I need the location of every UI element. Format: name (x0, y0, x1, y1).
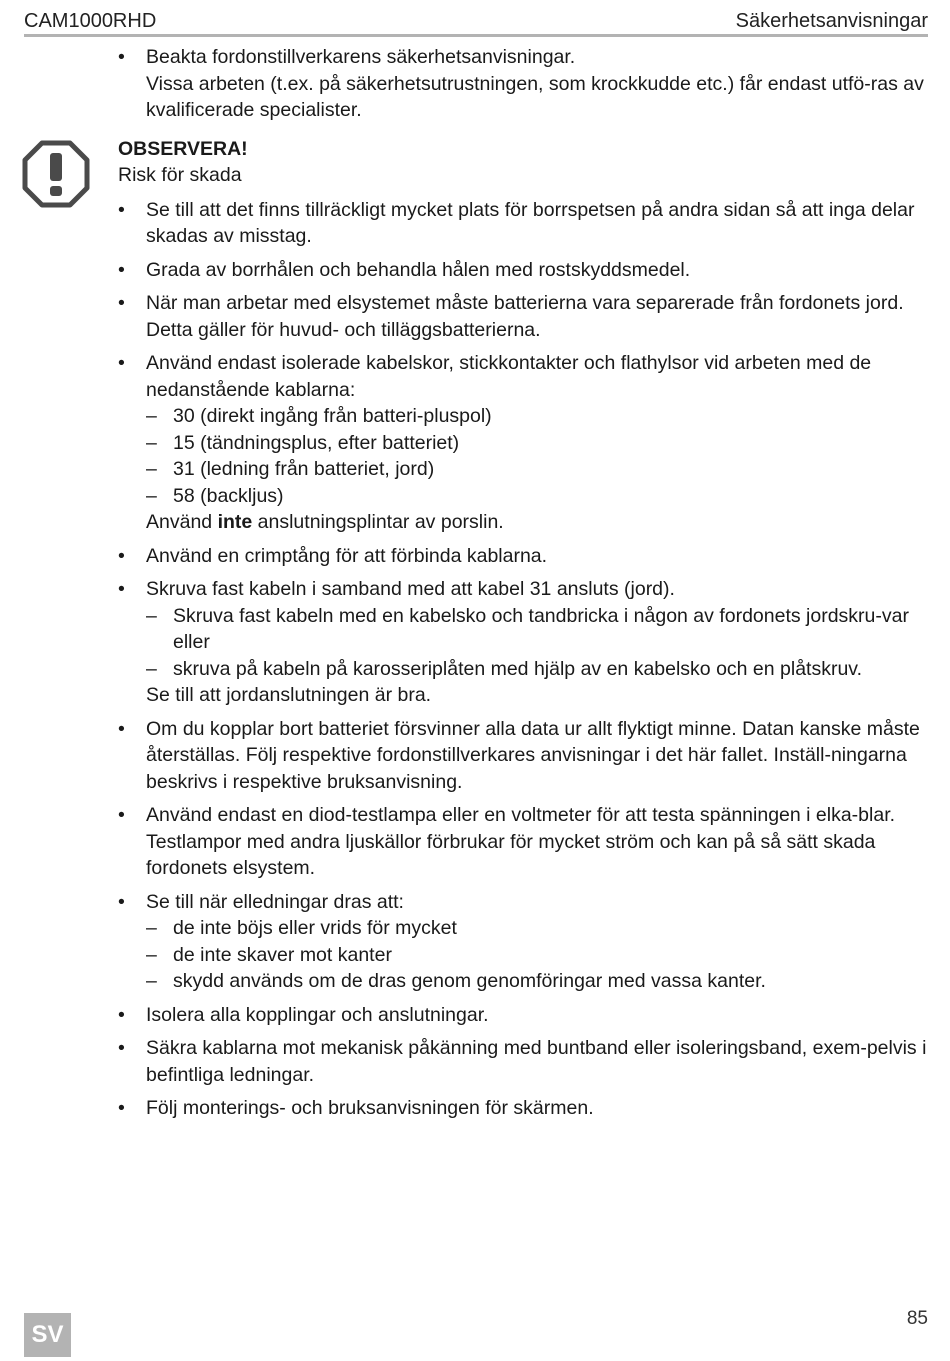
list-item (118, 1035, 930, 1088)
list-item (118, 290, 930, 343)
page-content (118, 44, 930, 1129)
item-note: Testlampor med andra ljuskällor förbrukar för mycket ström och kan på så sätt skada fordonets elsystem. (146, 830, 876, 879)
item-text: • Se till när elledningar dras att: (146, 890, 404, 913)
warning-notice (118, 136, 930, 189)
item-note: Vissa arbeten (t.ex. på säkerhetsutrustningen, som krockkudde etc.) får endast utfö-ras av kvalificerade specialister. (146, 72, 924, 121)
list-item (118, 716, 930, 796)
item-text: • Använd endast isolerade kabelskor, stickkontakter och flathylsor vid arbeten med de nedanstående kablarna: (146, 352, 872, 401)
item-text: • Isolera alla kopplingar och anslutningar. (146, 1003, 489, 1026)
item-text: • Använd en crimptång för att förbinda kablarna. (146, 544, 548, 567)
sub-item: – Skruva fast kabeln med en kabelsko och tandbricka i någon av fordonets jordskru-var eller (146, 603, 930, 656)
item-text: • Säkra kablarna mot mekanisk påkänning med buntband eller isoleringsband, exem-pelvis i befintliga ledningar. (146, 1037, 927, 1086)
sub-item: – de inte böjs eller vrids för mycket (146, 915, 930, 942)
list-item (118, 197, 930, 250)
product-model: CAM1000RHD (24, 10, 157, 32)
list-item (118, 1002, 930, 1029)
item-note (146, 509, 930, 536)
sub-item: – 31 (ledning från batteriet, jord) (146, 456, 930, 483)
page-header (24, 8, 928, 37)
list-item (118, 1095, 930, 1122)
notice-title: OBSERVERA! (118, 137, 248, 160)
list-item (118, 802, 930, 882)
item-text: • Se till att det finns tillräckligt mycket plats för borrspetsen på andra sidan så att inga delar skadas av misstag. (146, 198, 915, 247)
item-text: • Grada av borrhålen och behandla hålen med rostskyddsmedel. (146, 258, 691, 281)
emphasis-text: inte (217, 511, 253, 533)
list-item (118, 350, 930, 536)
list-item (118, 576, 930, 709)
item-text: • Beakta fordonstillverkarens säkerhetsanvisningar. (146, 46, 576, 68)
note-text: Använd (146, 511, 213, 533)
page-number: 85 (906, 1308, 928, 1329)
sub-item: – 15 (tändningsplus, efter batteriet) (146, 430, 930, 457)
list-item (118, 543, 930, 570)
item-text: • Följ monterings- och bruksanvisningen för skärmen. (146, 1097, 594, 1119)
item-text: • När man arbetar med elsystemet måste batterierna vara separerade från fordonets jord. Detta gäller för huvud- och tilläggsbatterierna. (146, 292, 904, 341)
exclamation-octagon-icon (22, 140, 90, 208)
item-text: • Skruva fast kabeln i samband med att kabel 31 ansluts (jord). (146, 578, 675, 600)
section-title: Säkerhetsanvisningar (735, 10, 928, 32)
list-item (118, 257, 930, 284)
sub-item: – skruva på kabeln på karosseriplåten med hjälp av en kabelsko och en plåtskruv. (146, 656, 930, 683)
item-note: Se till att jordanslutningen är bra. (146, 684, 432, 706)
list-item (118, 44, 930, 124)
list-item (118, 889, 930, 995)
notice-subtitle: Risk för skada (118, 164, 242, 186)
sub-item: – 30 (direkt ingång från batteri-pluspol) (146, 403, 930, 430)
sub-item: – 58 (backljus) (146, 483, 930, 510)
note-text: anslutningsplintar av porslin. (257, 511, 504, 533)
sub-item: – de inte skaver mot kanter (146, 942, 930, 969)
sub-item: – skydd används om de dras genom genomföringar med vassa kanter. (146, 968, 930, 995)
language-badge: SV (24, 1313, 71, 1357)
item-text: • Om du kopplar bort batteriet försvinner alla data ur allt flyktigt minne. Datan kanske måste återställas. Följ respektive fordonstillverkares anvisningar i det här fallet. Inställ-ningarna beskrivs i respektive bruksanvisning. (146, 717, 920, 793)
item-text: • Använd endast en diod-testlampa eller en voltmeter för att testa spänningen i elka-blar. (146, 804, 896, 826)
